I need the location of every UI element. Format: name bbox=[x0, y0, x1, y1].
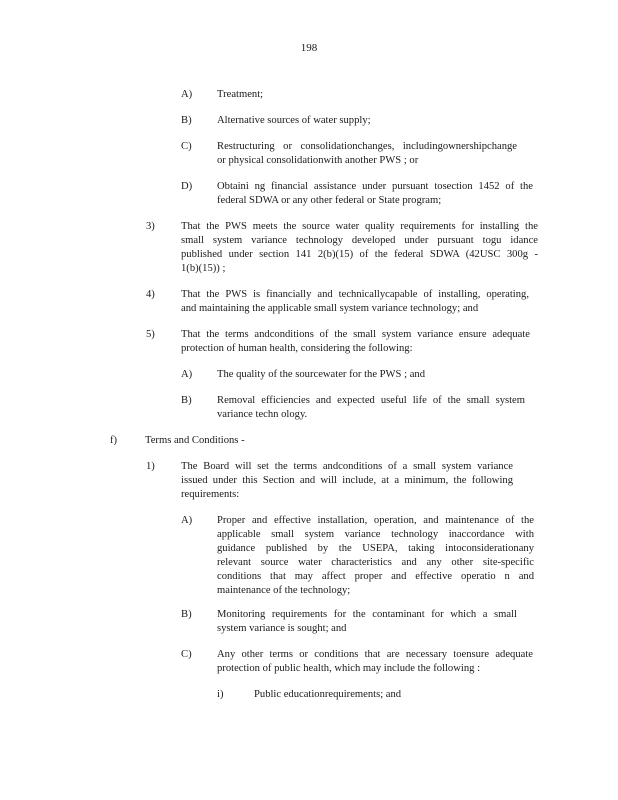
item-text: Terms and Conditions - bbox=[145, 435, 245, 446]
item-text: guidance published by the USEPA, taking intoconsiderationany bbox=[217, 543, 534, 554]
item-text: system variance is sought; and bbox=[217, 623, 347, 634]
item-text: Alternative sources of water supply; bbox=[217, 115, 371, 126]
item-text: protection of public health, which may include the following : bbox=[217, 663, 481, 674]
page-number: 198 bbox=[300, 42, 318, 54]
item-text: The quality of the sourcewater for the PWS ; and bbox=[217, 369, 425, 380]
item-text: Monitoring requirements for the contaminant for which a small bbox=[217, 609, 517, 620]
item-label: C) bbox=[181, 649, 192, 660]
item-text: small system variance technology developed under pursuant togu idance bbox=[181, 235, 538, 246]
item-text: 1(b)(15)) ; bbox=[181, 263, 226, 274]
item-label: 3) bbox=[146, 221, 155, 232]
item-label: i) bbox=[217, 689, 224, 700]
item-label: B) bbox=[181, 115, 192, 126]
item-text: requirements: bbox=[181, 489, 240, 500]
item-text: variance techn ology. bbox=[217, 409, 308, 420]
item-label: B) bbox=[181, 609, 192, 620]
item-text: Removal efficiencies and expected useful life of the small system bbox=[217, 395, 525, 406]
item-label: A) bbox=[181, 89, 193, 100]
item-label: C) bbox=[181, 141, 192, 152]
item-label: A) bbox=[181, 369, 193, 380]
item-label: 5) bbox=[146, 329, 155, 340]
item-text: published under section 141 2(b)(15) of the federal SDWA (42USC 300g - bbox=[181, 249, 538, 260]
item-text: That the PWS meets the source water quality requirements for installing the bbox=[181, 221, 538, 232]
item-text: federal SDWA or any other federal or State program; bbox=[217, 195, 442, 206]
item-label: D) bbox=[181, 181, 193, 192]
item-label: 1) bbox=[146, 461, 155, 472]
item-text: applicable small system variance technology inaccordance with bbox=[217, 529, 534, 540]
item-text: That the terms andconditions of the small system variance ensure adequate bbox=[181, 329, 530, 340]
item-text: conditions that may affect proper and effective operatio n and bbox=[217, 571, 534, 582]
item-text: The Board will set the terms andconditions of a small system variance bbox=[181, 461, 513, 472]
item-label: f) bbox=[110, 435, 118, 446]
item-text: maintenance of the technology; bbox=[217, 585, 351, 596]
item-text: Public educationrequirements; and bbox=[254, 689, 402, 700]
item-text: relevant source water characteristics and any other site-specific bbox=[217, 557, 534, 568]
item-text: protection of human health, considering the following: bbox=[181, 343, 413, 354]
item-label: B) bbox=[181, 395, 192, 406]
item-text: Proper and effective installation, operation, and maintenance of the bbox=[217, 515, 534, 526]
item-text: issued under this Section and will include, at a minimum, the following bbox=[181, 475, 513, 486]
item-text: That the PWS is financially and technicallycapable of installing, operating, bbox=[181, 289, 529, 300]
item-label: A) bbox=[181, 515, 193, 526]
item-text: or physical consolidationwith another PWS ; or bbox=[217, 155, 419, 166]
item-text: Restructuring or consolidationchanges, includingownershipchange bbox=[217, 141, 517, 152]
item-label: 4) bbox=[146, 289, 155, 300]
item-text: Obtaini ng financial assistance under pursuant tosection 1452 of the bbox=[217, 181, 533, 192]
item-text: Any other terms or conditions that are necessary toensure adequate bbox=[217, 649, 533, 660]
item-text: Treatment; bbox=[217, 89, 264, 100]
item-text: and maintaining the applicable small system variance technology; and bbox=[181, 303, 479, 314]
